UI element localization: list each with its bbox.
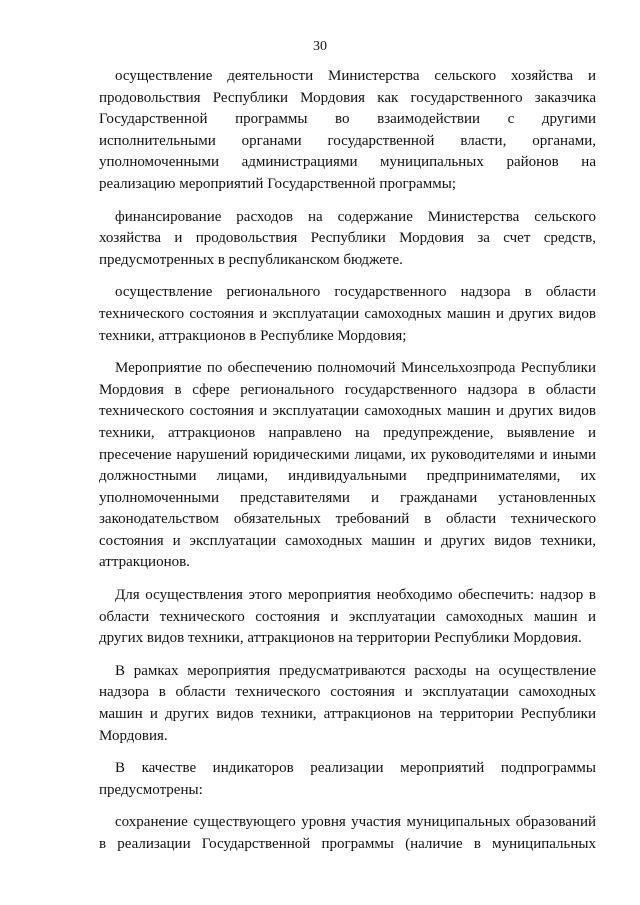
document-body [99,66,596,867]
paragraph-regional-supervision: осуществление регионального государственного надзора в области технического состояния и эксплуатации самоходных машин и других видов техники, аттракционов в Республике Мордовия; [99,284,596,344]
paragraph-ministry-activity: осуществление деятельности Министерства сельского хозяйства и продовольствия Республики Мордовия как государственного заказчика Государственной программы во взаимодействии с другими исполнительными органами государственной власти, органами, уполномоченными администрациями муниципальных районов на реализацию мероприятий Государственной программы; [99,68,596,192]
paragraph-financing: финансирование расходов на содержание Министерства сельского хозяйства и продовольствия Республики Мордовия за счет средств, предусмотренных в республиканском бюджете. [99,208,596,268]
paragraph-implementation-requirements: Для осуществления этого мероприятия необходимо обеспечить: надзор в области технического состояния и эксплуатации самоходных машин и других видов техники, аттракционов на территории Республики Мордовия. [99,587,596,647]
page-number: 30 [313,39,327,54]
paragraph-indicators-intro: В качестве индикаторов реализации мероприятий подпрограммы предусмотрены: [99,760,596,798]
paragraph-measure-description: Мероприятие по обеспечению полномочий Минсельхозпрода Республики Мордовия в сфере регионального государственного надзора в области технического состояния и эксплуатации самоходных машин и других видов техники, аттракционов направлено на предупреждение, выявление и пресечение нарушений юридическими лицами, их руководителями и иными должностными лицами, индивидуальными предпринимателями, их уполномоченными представителями и гражданами установленных законодательством обязательных требований в области технического состояния и эксплуатации самоходных машин и других видов техники, аттракционов. [99,360,596,571]
paragraph-indicator-continuation: сохранение существующего уровня участия муниципальных образований в реализации Государственной программы (наличие в муниципальных [99,814,596,852]
paragraph-expenses: В рамках мероприятия предусматриваются расходы на осуществление надзора в области технического состояния и эксплуатации самоходных машин и других видов техники, аттракционов на территории Республики Мордовия. [99,662,596,744]
